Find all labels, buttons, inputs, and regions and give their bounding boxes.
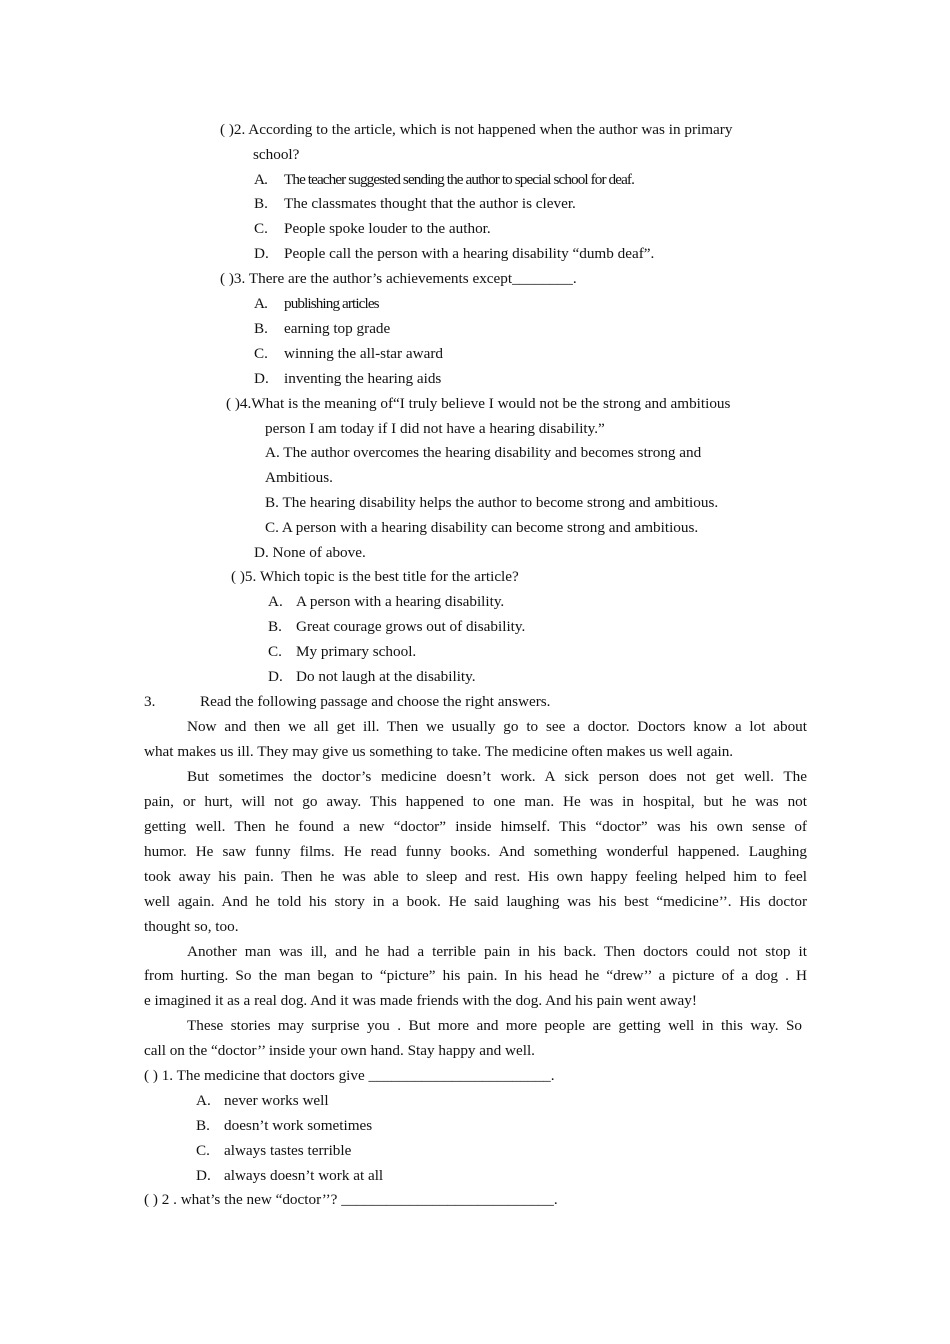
q2-option-b — [254, 194, 576, 214]
pq2-stem: ( ) 2 . what’s the new “doctor’’? ____________________________. — [144, 1191, 558, 1208]
q5-option-c — [268, 642, 416, 662]
option-text: doesn’t work sometimes — [224, 1117, 373, 1134]
pq1-option-b — [196, 1116, 372, 1136]
q3-option-a — [254, 294, 379, 314]
passage-p2-line4: humor. He saw funny films. He read funny books. And something wonderful happened. Laughing — [144, 843, 807, 860]
passage-p2-line5: took away his pain. Then he was able to sleep and rest. His own happy feeling helped him to feel — [144, 868, 807, 885]
q3-option-c — [254, 344, 443, 364]
option-letter: D. — [196, 1167, 211, 1184]
option-text: always tastes terrible — [224, 1142, 352, 1159]
option-letter: D. — [254, 245, 269, 262]
q2-option-c — [254, 219, 491, 239]
option-letter: A. — [254, 171, 267, 188]
q2-option-d — [254, 244, 654, 264]
option-text: always doesn’t work at all — [224, 1167, 384, 1184]
option-text: Great courage grows out of disability. — [296, 618, 526, 635]
option-text: never works well — [224, 1092, 329, 1109]
q5-option-d — [268, 667, 476, 687]
q4-option-a-line2: Ambitious. — [265, 469, 333, 486]
option-letter: B. — [196, 1117, 210, 1134]
passage-p3-line2: from hurting. So the man began to “picture” his pain. In his head he “drew’’ a picture of a dog . H — [144, 967, 807, 984]
passage-p4-line1: These stories may surprise you . But more and more people are getting well in this way. So — [187, 1017, 802, 1034]
q4-option-d: D. None of above. — [254, 544, 366, 561]
option-letter: C. — [254, 345, 268, 362]
section-instruction: Read the following passage and choose the right answers. — [200, 693, 551, 710]
q4-stem: ( )4.What is the meaning of“I truly believe I would not be the strong and ambitious — [226, 395, 731, 412]
q5-stem: ( )5. Which topic is the best title for the article? — [231, 568, 519, 585]
option-letter: B. — [254, 195, 268, 212]
q2-stem: ( )2. According to the article, which is not happened when the author was in primary — [220, 121, 733, 138]
option-letter: B. — [254, 320, 268, 337]
option-letter: A. — [268, 593, 283, 610]
passage-p2-line2: pain, or hurt, will not go away. This happened to one man. He was in hospital, but he was not — [144, 793, 807, 810]
passage-p3-line1: Another man was ill, and he had a terrible pain in his back. Then doctors could not stop it — [187, 943, 807, 960]
pq1-option-d — [196, 1166, 383, 1186]
passage-p2-line1: But sometimes the doctor’s medicine doesn’t work. A sick person does not get well. The — [187, 768, 807, 785]
q3-stem: ( )3. There are the author’s achievements except________. — [220, 270, 577, 287]
q4-option-c: C. A person with a hearing disability can become strong and ambitious. — [265, 519, 699, 536]
option-letter: A. — [254, 295, 267, 312]
q2-option-a — [254, 170, 634, 190]
passage-p4-line2: call on the “doctor’’ inside your own hand. Stay happy and well. — [144, 1042, 535, 1059]
option-text: The teacher suggested sending the author to special school for deaf. — [284, 171, 634, 188]
option-text: inventing the hearing aids — [284, 370, 442, 387]
option-letter: C. — [254, 220, 268, 237]
passage-p1-line2: what makes us ill. They may give us something to take. The medicine often makes us well again. — [144, 743, 734, 760]
q5-option-b — [268, 617, 525, 637]
option-letter: D. — [268, 668, 283, 685]
option-text: People call the person with a hearing disability “dumb deaf”. — [284, 245, 655, 262]
pq1-option-a — [196, 1091, 329, 1111]
option-text: Do not laugh at the disability. — [296, 668, 476, 685]
q5-option-a — [268, 592, 504, 612]
option-text: earning top grade — [284, 320, 391, 337]
passage-p2-line7: thought so, too. — [144, 918, 239, 935]
section-number: 3. — [144, 693, 156, 710]
option-text: A person with a hearing disability. — [296, 593, 505, 610]
q3-option-b — [254, 319, 390, 339]
option-letter: C. — [268, 643, 282, 660]
q4-option-a-line1: A. The author overcomes the hearing disability and becomes strong and — [265, 444, 702, 461]
option-letter: D. — [254, 370, 269, 387]
option-text: The classmates thought that the author is clever. — [284, 195, 576, 212]
q4-option-b: B. The hearing disability helps the author to become strong and ambitious. — [265, 494, 719, 511]
option-text: People spoke louder to the author. — [284, 220, 491, 237]
option-letter: C. — [196, 1142, 210, 1159]
option-text: publishing articles — [284, 295, 379, 312]
passage-p1-line1: Now and then we all get ill. Then we usually go to see a doctor. Doctors know a lot about — [187, 718, 807, 735]
q2-stem-cont: school? — [253, 146, 300, 163]
pq1-option-c — [196, 1141, 351, 1161]
option-text: My primary school. — [296, 643, 417, 660]
passage-p3-line3: e imagined it as a real dog. And it was made friends with the dog. And his pain went away! — [144, 992, 697, 1009]
q3-option-d — [254, 369, 441, 389]
pq1-stem: ( ) 1. The medicine that doctors give ________________________. — [144, 1067, 555, 1084]
option-text: winning the all-star award — [284, 345, 443, 362]
passage-p2-line3: getting well. Then he found a new “doctor” inside himself. This “doctor” was his own sense of — [144, 818, 807, 835]
option-letter: A. — [196, 1092, 211, 1109]
q4-stem-cont: person I am today if I did not have a hearing disability.” — [265, 420, 605, 437]
passage-p2-line6: well again. And he told his story in a book. He said laughing was his best “medicine’’. His doctor — [144, 893, 807, 910]
option-letter: B. — [268, 618, 282, 635]
